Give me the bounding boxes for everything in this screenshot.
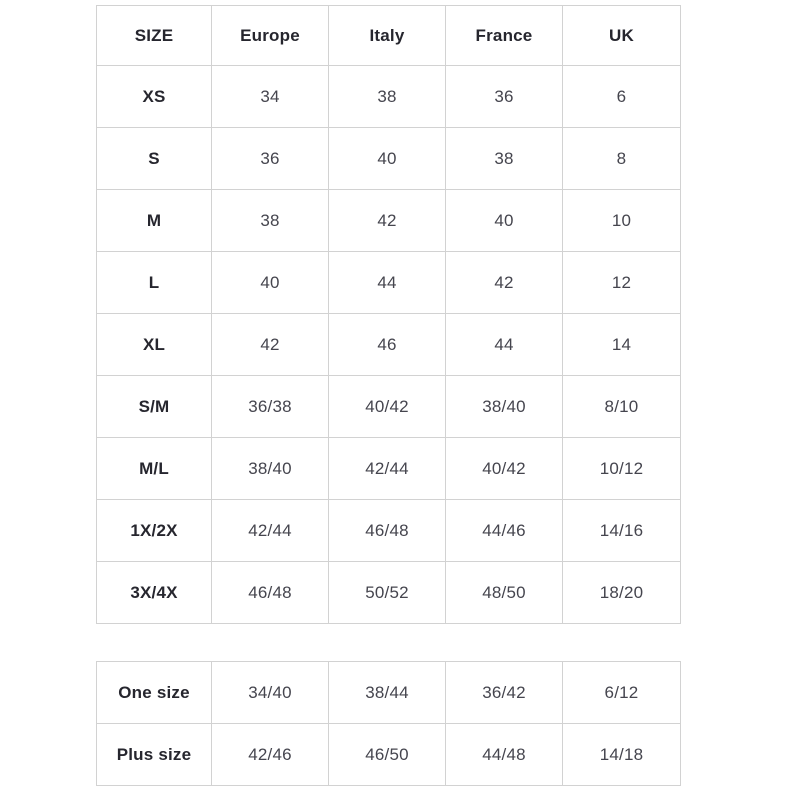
value-cell: 38 bbox=[212, 190, 329, 252]
size-label-cell: S/M bbox=[97, 376, 212, 438]
size-tables-container bbox=[96, 5, 680, 786]
column-header: Europe bbox=[212, 6, 329, 66]
column-header: UK bbox=[563, 6, 681, 66]
column-header: SIZE bbox=[97, 6, 212, 66]
value-cell: 18/20 bbox=[563, 562, 681, 624]
value-cell: 10 bbox=[563, 190, 681, 252]
table-row bbox=[97, 128, 681, 190]
value-cell: 34 bbox=[212, 66, 329, 128]
column-header: Italy bbox=[329, 6, 446, 66]
size-label-cell: One size bbox=[97, 662, 212, 724]
table-row bbox=[97, 376, 681, 438]
table-row bbox=[97, 562, 681, 624]
value-cell: 42/46 bbox=[212, 724, 329, 786]
value-cell: 44 bbox=[446, 314, 563, 376]
table-row bbox=[97, 500, 681, 562]
tables-gap-spacer bbox=[96, 624, 680, 661]
value-cell: 34/40 bbox=[212, 662, 329, 724]
value-cell: 38 bbox=[446, 128, 563, 190]
value-cell: 40 bbox=[446, 190, 563, 252]
value-cell: 8 bbox=[563, 128, 681, 190]
value-cell: 14 bbox=[563, 314, 681, 376]
table-row bbox=[97, 252, 681, 314]
main-size-table-body bbox=[97, 66, 681, 624]
value-cell: 14/16 bbox=[563, 500, 681, 562]
size-label-cell: 3X/4X bbox=[97, 562, 212, 624]
value-cell: 38/40 bbox=[212, 438, 329, 500]
value-cell: 38 bbox=[329, 66, 446, 128]
value-cell: 46/50 bbox=[329, 724, 446, 786]
size-label-cell: S bbox=[97, 128, 212, 190]
value-cell: 8/10 bbox=[563, 376, 681, 438]
size-label-cell: L bbox=[97, 252, 212, 314]
value-cell: 50/52 bbox=[329, 562, 446, 624]
table-row bbox=[97, 314, 681, 376]
value-cell: 40 bbox=[329, 128, 446, 190]
column-header: France bbox=[446, 6, 563, 66]
value-cell: 42 bbox=[212, 314, 329, 376]
value-cell: 40 bbox=[212, 252, 329, 314]
size-table-header bbox=[97, 6, 681, 66]
value-cell: 42 bbox=[446, 252, 563, 314]
size-label-cell: M bbox=[97, 190, 212, 252]
value-cell: 44/46 bbox=[446, 500, 563, 562]
value-cell: 44 bbox=[329, 252, 446, 314]
size-label-cell: M/L bbox=[97, 438, 212, 500]
special-sizes-table bbox=[96, 661, 681, 786]
value-cell: 38/44 bbox=[329, 662, 446, 724]
table-row bbox=[97, 724, 681, 786]
size-label-cell: XL bbox=[97, 314, 212, 376]
value-cell: 40/42 bbox=[329, 376, 446, 438]
size-label-cell: 1X/2X bbox=[97, 500, 212, 562]
value-cell: 46/48 bbox=[212, 562, 329, 624]
value-cell: 10/12 bbox=[563, 438, 681, 500]
size-label-cell: XS bbox=[97, 66, 212, 128]
value-cell: 12 bbox=[563, 252, 681, 314]
table-row bbox=[97, 190, 681, 252]
value-cell: 38/40 bbox=[446, 376, 563, 438]
special-sizes-table-body bbox=[97, 662, 681, 786]
value-cell: 36/38 bbox=[212, 376, 329, 438]
value-cell: 44/48 bbox=[446, 724, 563, 786]
value-cell: 6 bbox=[563, 66, 681, 128]
value-cell: 14/18 bbox=[563, 724, 681, 786]
value-cell: 48/50 bbox=[446, 562, 563, 624]
value-cell: 42 bbox=[329, 190, 446, 252]
value-cell: 36 bbox=[446, 66, 563, 128]
value-cell: 36/42 bbox=[446, 662, 563, 724]
table-row bbox=[97, 438, 681, 500]
size-label-cell: Plus size bbox=[97, 724, 212, 786]
value-cell: 6/12 bbox=[563, 662, 681, 724]
main-size-conversion-table bbox=[96, 5, 681, 624]
value-cell: 40/42 bbox=[446, 438, 563, 500]
table-row bbox=[97, 66, 681, 128]
value-cell: 36 bbox=[212, 128, 329, 190]
value-cell: 42/44 bbox=[329, 438, 446, 500]
value-cell: 46/48 bbox=[329, 500, 446, 562]
header-row bbox=[97, 6, 681, 66]
table-row bbox=[97, 662, 681, 724]
value-cell: 46 bbox=[329, 314, 446, 376]
value-cell: 42/44 bbox=[212, 500, 329, 562]
